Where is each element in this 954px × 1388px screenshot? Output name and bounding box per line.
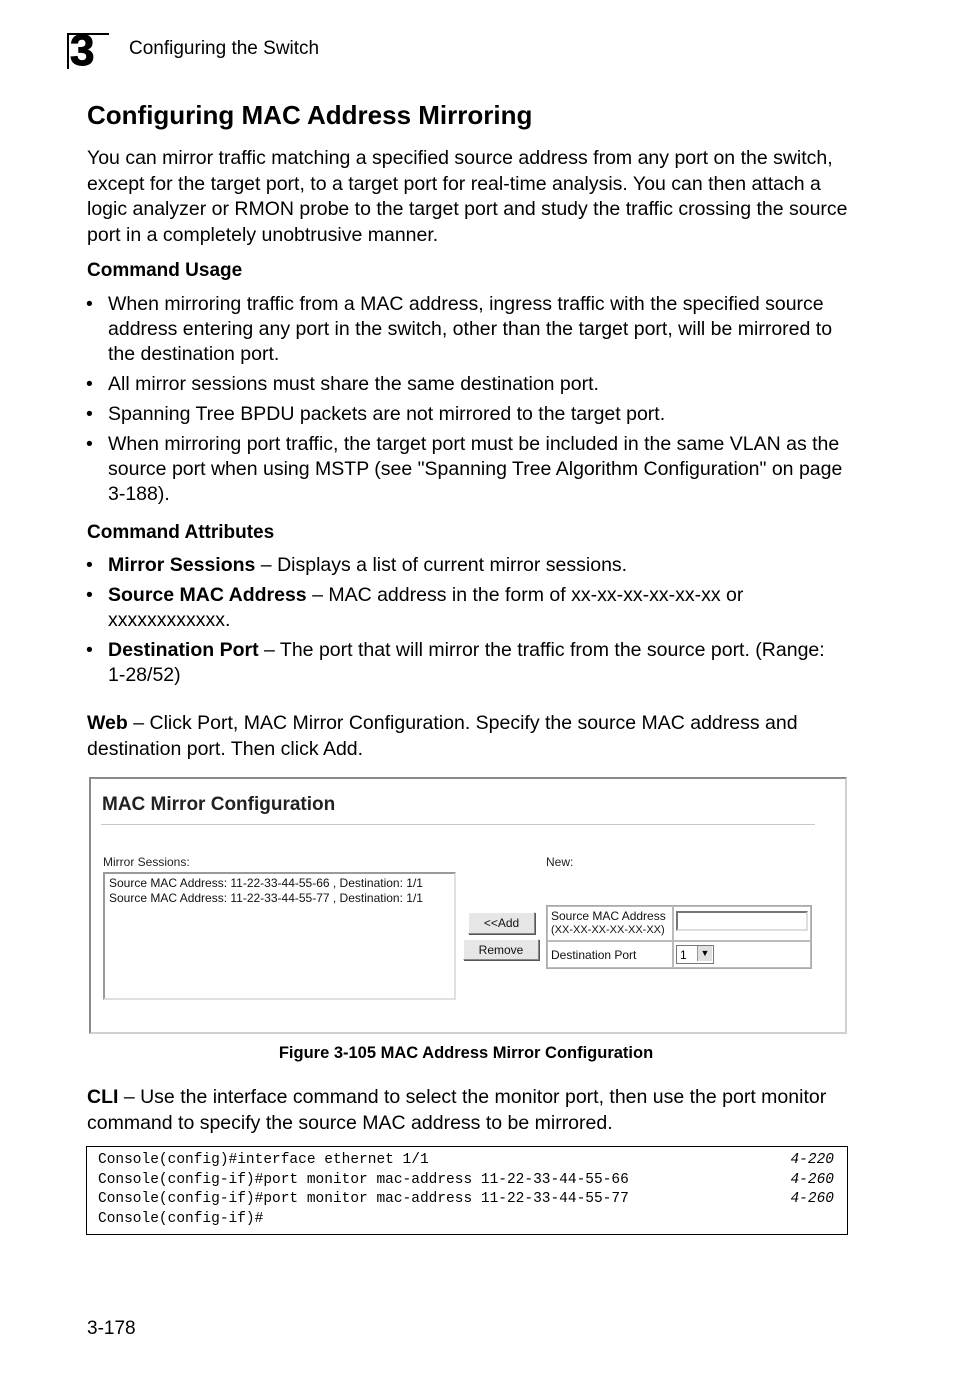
running-head: Configuring the Switch [129, 38, 320, 59]
attribute-desc: – Displays a list of current mirror sessions. [255, 554, 628, 576]
dest-port-value: 1 [680, 948, 687, 962]
cli-paragraph [87, 1085, 857, 1136]
cli-page-ref: 4-260 [790, 1191, 834, 1207]
chapter-number: 3 [70, 26, 95, 75]
command-usage-list [86, 292, 846, 507]
add-button[interactable]: <<Add [468, 912, 535, 934]
web-text: – Click Port, MAC Mirror Configuration. Specify the source MAC address and destination port. Then click Add. [87, 712, 798, 760]
list-item[interactable]: Source MAC Address: 11-22-33-44-55-66 , Destination: 1/1 [109, 876, 423, 890]
usage-item: • All mirror sessions must share the same destination port. [86, 372, 846, 397]
cli-commands [98, 1151, 629, 1229]
cli-page-ref: 4-260 [790, 1171, 834, 1188]
screenshot-title: MAC Mirror Configuration [102, 794, 336, 815]
attribute-item [86, 553, 846, 578]
source-mac-input[interactable] [676, 911, 808, 931]
cli-page-ref: 4-220 [790, 1152, 834, 1168]
mirror-sessions-label: Mirror Sessions: [103, 855, 190, 869]
chevron-down-icon[interactable]: ▼ [697, 946, 712, 961]
attribute-term: Destination Port [108, 639, 259, 661]
screenshot-divider [101, 824, 815, 825]
source-mac-label: Source MAC Address [551, 909, 666, 923]
dest-port-label: Destination Port [551, 948, 637, 962]
cli-command-line: Console(config-if)#port monitor mac-address 11-22-33-44-55-77 [98, 1191, 629, 1207]
attribute-item [86, 583, 846, 633]
cli-text: – Use the interface command to select the monitor port, then use the port monitor command to specify the source MAC address to be mirrored. [87, 1086, 827, 1134]
list-item[interactable]: Source MAC Address: 11-22-33-44-55-77 , Destination: 1/1 [109, 891, 423, 905]
section-title: Configuring MAC Address Mirroring [87, 100, 533, 130]
web-label: Web [87, 712, 128, 734]
source-mac-hint: (XX-XX-XX-XX-XX-XX) [551, 924, 665, 936]
cli-page-refs [774, 1151, 834, 1210]
cli-label: CLI [87, 1086, 119, 1108]
dest-port-label-cell [547, 941, 673, 968]
usage-item: • When mirroring port traffic, the target port must be included in the same VLAN as the source port when using MSTP (see "Spanning Tree Algorithm Configuration" on page 3-188). [86, 432, 846, 507]
cli-command-line: Console(config-if)#port monitor mac-address 11-22-33-44-55-66 [98, 1171, 629, 1188]
page-number: 3-178 [87, 1318, 136, 1339]
intro-paragraph: You can mirror traffic matching a specified source address from any port on the switch, except for the target port, to a target port for real-time analysis. You can then attach a logic analyzer or RMON probe to the target port and study the traffic crossing the source port in a completely unobtrusive manner. [87, 147, 848, 246]
attribute-term: Mirror Sessions [108, 554, 256, 576]
figure-caption: Figure 3-105 MAC Address Mirror Configuration [278, 1044, 654, 1062]
attribute-item [86, 638, 846, 688]
attribute-desc: – The port that will mirror the traffic from the source port. (Range: 1-28/52) [108, 639, 825, 686]
cli-command-line: Console(config-if)# [98, 1210, 264, 1227]
new-label: New: [546, 855, 574, 869]
command-usage-heading: Command Usage [87, 260, 243, 281]
cli-command-line: Console(config)#interface ethernet 1/1 [98, 1152, 429, 1168]
mirror-sessions-list[interactable] [103, 872, 456, 1000]
remove-button[interactable]: Remove [463, 939, 539, 960]
web-paragraph [87, 711, 857, 762]
command-attributes-list [86, 553, 846, 688]
usage-item: • Spanning Tree BPDU packets are not mirrored to the target port. [86, 402, 846, 427]
usage-item: • When mirroring traffic from a MAC address, ingress traffic with the specified source address entering any port in the switch, other than the target port, will be mirrored to the destination port. [86, 292, 846, 367]
attribute-term: Source MAC Address [108, 584, 307, 606]
command-attributes-heading: Command Attributes [87, 522, 275, 543]
attribute-desc: – MAC address in the form of xx-xx-xx-xx-xx-xx or xxxxxxxxxxxx. [108, 584, 744, 631]
source-mac-label-cell [547, 906, 673, 941]
